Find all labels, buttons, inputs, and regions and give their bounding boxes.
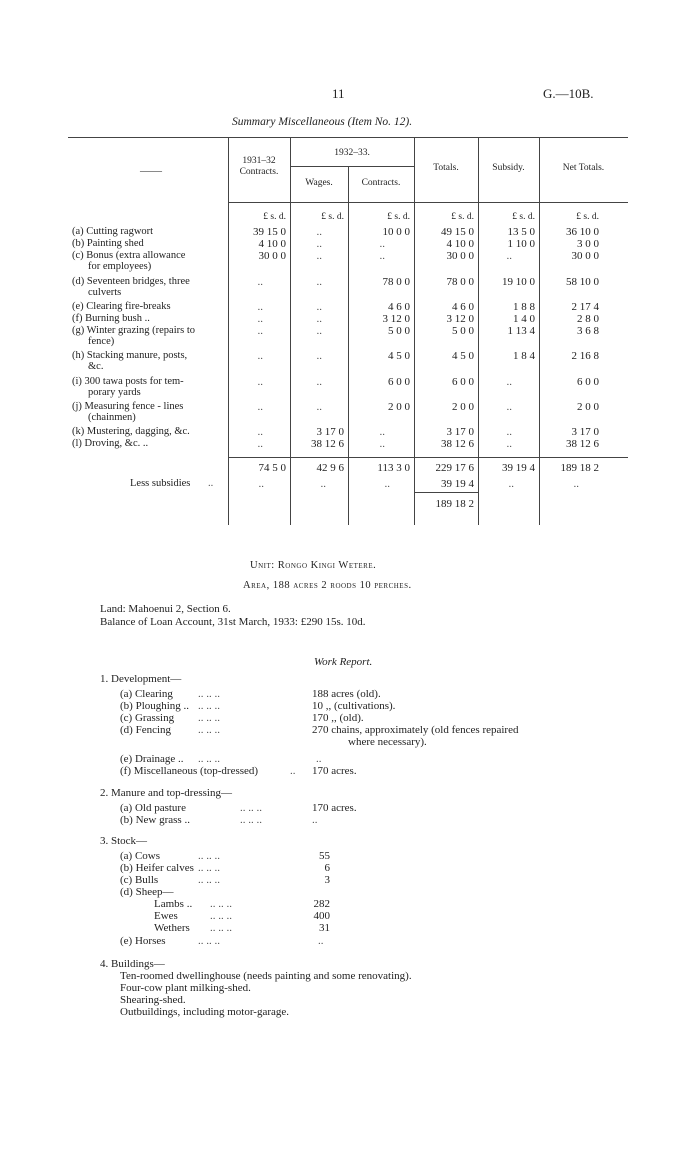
table-cell: 38 12 6 <box>566 438 599 450</box>
table-cell: .. <box>506 438 512 450</box>
table-cell: 6 0 0 <box>452 376 474 388</box>
row-label: (j) Measuring fence - lines <box>72 401 184 412</box>
row-label: (f) Burning bush .. <box>72 313 150 324</box>
report-item-continuation: where necessary). <box>348 736 427 748</box>
row-label: fence) <box>88 336 115 347</box>
table-cell: 5 0 0 <box>452 325 474 337</box>
less-contracts: .. <box>384 478 390 490</box>
table-cell: .. <box>379 238 385 250</box>
leader-dots: .. .. .. <box>210 910 232 922</box>
subtotal-rule <box>228 457 628 458</box>
table-cell: 39 15 0 <box>253 226 286 238</box>
table-cell: 10 0 0 <box>382 226 410 238</box>
report-item-label: (c) Bulls <box>120 874 159 886</box>
table-cell: 2 0 0 <box>388 401 410 413</box>
table-cell: .. <box>316 276 322 288</box>
table-cell: 30 0 0 <box>258 250 286 262</box>
report-item-label: (d) Sheep— <box>120 886 174 898</box>
building-item: Ten-roomed dwellinghouse (needs painting and some renovating). <box>120 970 412 982</box>
table-cell: .. <box>506 426 512 438</box>
table-cell: 78 0 0 <box>446 276 474 288</box>
leader-dots: .. .. .. <box>198 688 220 700</box>
table-cell: 5 0 0 <box>388 325 410 337</box>
row-label: (c) Bonus (extra allowance <box>72 250 186 261</box>
less-1931-32: .. <box>258 478 264 490</box>
report-item-label: Ewes <box>154 910 178 922</box>
table-cell: 3 0 0 <box>577 238 599 250</box>
report-item-value: 10 ,, (cultivations). <box>312 700 396 712</box>
leader-dots: .. .. .. <box>198 753 220 765</box>
leader-dots: .. .. .. <box>198 862 220 874</box>
leader-dots: .. .. .. <box>210 922 232 934</box>
report-item-label: (a) Old pasture <box>120 802 186 814</box>
table-cell: .. <box>257 301 263 313</box>
report-item-value: .. <box>316 753 322 765</box>
table-cell: .. <box>257 325 263 337</box>
table-cell: .. <box>257 376 263 388</box>
building-item: Outbuildings, including motor-garage. <box>120 1006 290 1018</box>
leader-dots: .. .. .. <box>240 814 262 826</box>
leader-dots: .. .. .. <box>198 850 220 862</box>
col-1931-32-contracts: 1931–32 Contracts. <box>239 156 279 177</box>
section-development: 1. Development— <box>100 673 182 685</box>
table-cell: .. <box>316 376 322 388</box>
table-cell: .. <box>316 313 322 325</box>
lsd-header: £ s. d. <box>576 212 599 222</box>
row-label: (i) 300 tawa posts for tem- <box>72 376 184 387</box>
less-subsidy: .. <box>508 478 514 490</box>
report-item-label: (a) Cows <box>120 850 161 862</box>
lsd-header: £ s. d. <box>512 212 535 222</box>
table-cell: 1 4 0 <box>513 313 535 325</box>
total-1931-32: 74 5 0 <box>258 462 286 474</box>
col-group-1932-33: 1932–33. <box>334 148 370 158</box>
report-item-value: 170 acres. <box>312 802 357 814</box>
lsd-header: £ s. d. <box>387 212 410 222</box>
section-manure: 2. Manure and top-dressing— <box>100 787 232 799</box>
leader-dots: .. .. .. <box>198 712 220 724</box>
table-cell: .. <box>257 276 263 288</box>
table-cell: 19 10 0 <box>502 276 535 288</box>
table-cell: .. <box>316 250 322 262</box>
stock-count: 31 <box>319 922 330 934</box>
col-net-totals: Net Totals. <box>562 163 605 173</box>
table-cell: 2 8 0 <box>577 313 599 325</box>
row-label: (a) Cutting ragwort <box>72 226 154 237</box>
table-cell: .. <box>506 376 512 388</box>
leader-dots: .. <box>208 478 214 489</box>
stub-dash: —— <box>140 165 162 177</box>
row-label: (l) Droving, &c. .. <box>72 438 149 449</box>
table-cell: .. <box>316 401 322 413</box>
report-item-label: (d) Fencing <box>120 724 172 736</box>
row-label: (k) Mustering, dagging, &c. <box>72 426 190 437</box>
report-item-label: (b) New grass .. <box>120 814 190 826</box>
total-contracts: 113 3 0 <box>377 462 410 474</box>
table-cell: .. <box>506 401 512 413</box>
leader-dots: .. .. .. <box>198 935 220 947</box>
less-net: .. <box>573 478 579 490</box>
report-item-value: .. <box>312 814 318 826</box>
table-cell: .. <box>379 426 385 438</box>
table-cell: 1 10 0 <box>507 238 535 250</box>
less-wages: .. <box>320 478 326 490</box>
section-stock: 3. Stock— <box>100 835 148 847</box>
row-label: &c. <box>88 361 104 372</box>
table-cell: .. <box>316 226 322 238</box>
table-cell: 30 0 0 <box>446 250 474 262</box>
table-cell: 3 17 0 <box>446 426 474 438</box>
building-item: Four-cow plant milking-shed. <box>120 982 251 994</box>
leader-dots: .. .. .. <box>198 724 220 736</box>
total-wages: 42 9 6 <box>316 462 344 474</box>
table-cell: 2 16 8 <box>571 350 599 362</box>
table-cell: 1 8 4 <box>513 350 535 362</box>
table-cell: 4 6 0 <box>388 301 410 313</box>
report-item-value: 170 acres. <box>312 765 357 777</box>
col-subsidy: Subsidy. <box>492 163 525 173</box>
table-cell: 78 0 0 <box>382 276 410 288</box>
total-net: 189 18 2 <box>560 462 599 474</box>
lsd-header: £ s. d. <box>263 212 286 222</box>
less-subsidies-label: Less subsidies <box>130 478 191 489</box>
table-cell: 4 10 0 <box>446 238 474 250</box>
unit-balance: Balance of Loan Account, 31st March, 1933: £290 15s. 10d. <box>100 616 366 628</box>
table-cell: 2 17 4 <box>571 301 599 313</box>
report-item-value: 170 ,, (old). <box>312 712 364 724</box>
table-cell: .. <box>257 313 263 325</box>
table-cell: .. <box>316 350 322 362</box>
stock-count: 3 <box>324 874 330 886</box>
stock-count: 6 <box>324 862 330 874</box>
table-cell: 4 10 0 <box>258 238 286 250</box>
report-item-label: (b) Ploughing .. <box>120 700 190 712</box>
table-cell: 6 0 0 <box>388 376 410 388</box>
leader-dots: .. .. .. <box>210 898 232 910</box>
header-bottom-rule <box>228 202 628 203</box>
document-reference: G.—10B. <box>543 86 594 101</box>
page-number: 11 <box>332 86 345 101</box>
row-label: porary yards <box>88 387 141 398</box>
table-cell: 3 12 0 <box>446 313 474 325</box>
table-cell: 30 0 0 <box>571 250 599 262</box>
leader-dots: .. <box>290 765 296 777</box>
stock-count: 282 <box>313 898 330 910</box>
table-cell: 13 5 0 <box>507 226 535 238</box>
table-cell: 4 5 0 <box>452 350 474 362</box>
table-top-rule <box>68 137 628 138</box>
report-item-value: 188 acres (old). <box>312 688 381 700</box>
row-label: (b) Painting shed <box>72 238 144 249</box>
table-cell: 4 6 0 <box>452 301 474 313</box>
table-cell: .. <box>379 250 385 262</box>
row-label: (e) Clearing fire-breaks <box>72 301 171 312</box>
table-cell: .. <box>316 325 322 337</box>
row-label: (chainmen) <box>88 412 136 423</box>
report-item-label: (c) Grassing <box>120 712 175 724</box>
table-cell: .. <box>316 238 322 250</box>
row-label: culverts <box>88 287 122 298</box>
table-cell: 2 0 0 <box>577 401 599 413</box>
report-item-value: 270 chains, approximately (old fences repaired <box>312 724 519 736</box>
final-total-rule <box>414 492 478 493</box>
table-cell: 36 10 0 <box>566 226 599 238</box>
table-title: Summary Miscellaneous (Item No. 12). <box>232 116 413 128</box>
report-item-label: Wethers <box>154 922 190 934</box>
table-cell: 6 0 0 <box>577 376 599 388</box>
table-cell: 49 15 0 <box>441 226 474 238</box>
group-header-rule <box>290 166 414 167</box>
row-label: for employees) <box>88 261 152 272</box>
row-label: (g) Winter grazing (repairs to <box>72 325 196 336</box>
report-item-label: (f) Miscellaneous (top-dressed) <box>120 765 259 777</box>
work-report-title: Work Report. <box>314 656 373 668</box>
table-cell: 4 5 0 <box>388 350 410 362</box>
col-totals: Totals. <box>433 163 459 173</box>
lsd-header: £ s. d. <box>451 212 474 222</box>
table-cell: 2 0 0 <box>452 401 474 413</box>
col-contracts: Contracts. <box>361 178 401 188</box>
leader-dots: .. .. .. <box>198 700 220 712</box>
report-item-value: .. <box>318 935 324 947</box>
report-item-label: (e) Drainage .. <box>120 753 184 765</box>
leader-dots: .. .. .. <box>240 802 262 814</box>
table-cell: 3 6 8 <box>577 325 599 337</box>
report-item-label: (a) Clearing <box>120 688 173 700</box>
table-cell: 3 17 0 <box>316 426 344 438</box>
unit-land: Land: Mahoenui 2, Section 6. <box>100 603 231 615</box>
total-totals: 229 17 6 <box>435 462 474 474</box>
table-cell: .. <box>316 301 322 313</box>
table-cell: 3 12 0 <box>382 313 410 325</box>
table-cell: 3 17 0 <box>571 426 599 438</box>
table-cell: 58 10 0 <box>566 276 599 288</box>
row-label: (h) Stacking manure, posts, <box>72 350 188 361</box>
section-buildings: 4. Buildings— <box>100 958 165 970</box>
unit-area: Area, 188 acres 2 roods 10 perches. <box>243 580 412 591</box>
row-label: (d) Seventeen bridges, three <box>72 276 190 287</box>
table-cell: .. <box>257 401 263 413</box>
stock-count: 400 <box>313 910 330 922</box>
leader-dots: .. .. .. <box>198 874 220 886</box>
table-cell: 1 8 8 <box>513 301 535 313</box>
unit-title: Unit: Rongo Kingi Wetere. <box>250 560 377 571</box>
table-cell: .. <box>506 250 512 262</box>
building-item: Shearing-shed. <box>120 994 186 1006</box>
table-cell: 38 12 6 <box>441 438 474 450</box>
table-cell: .. <box>257 438 263 450</box>
table-cell: .. <box>257 426 263 438</box>
less-totals: 39 19 4 <box>441 478 474 490</box>
table-cell: 38 12 6 <box>311 438 344 450</box>
stock-count: 55 <box>319 850 330 862</box>
total-subsidy: 39 19 4 <box>502 462 535 474</box>
lsd-header: £ s. d. <box>321 212 344 222</box>
table-cell: 1 13 4 <box>507 325 535 337</box>
report-item-label: Lambs .. <box>154 898 193 910</box>
col-wages: Wages. <box>305 178 333 188</box>
final-total: 189 18 2 <box>435 498 474 510</box>
report-item-label: (e) Horses <box>120 935 166 947</box>
table-cell: .. <box>257 350 263 362</box>
table-cell: .. <box>379 438 385 450</box>
report-item-label: (b) Heifer calves <box>120 862 194 874</box>
